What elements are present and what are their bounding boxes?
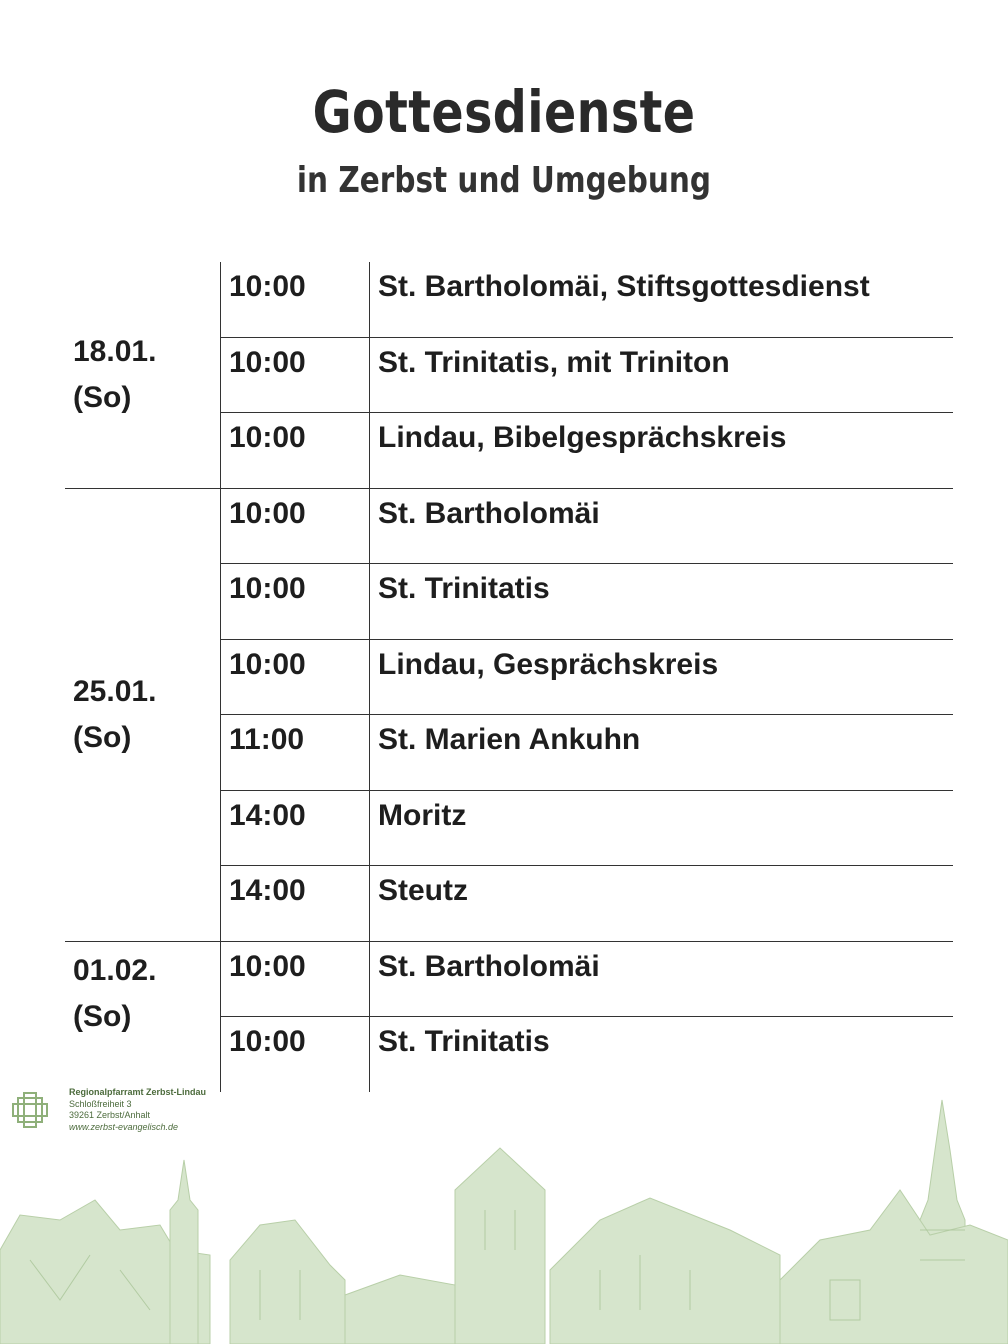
- weekday-label: (So): [73, 380, 132, 414]
- place-cell: St. Bartholomäi: [370, 941, 954, 1017]
- date-cell: [65, 941, 221, 1092]
- organization-name: Regionalpfarramt Zerbst-Lindau: [69, 1087, 207, 1097]
- place-cell: Moritz: [370, 790, 954, 866]
- time-cell: 10:00: [221, 413, 370, 489]
- page-title: Gottesdienste: [312, 78, 696, 146]
- weekday-label: (So): [73, 720, 132, 754]
- time-cell: 10:00: [221, 337, 370, 413]
- date-label: 01.02.: [73, 953, 157, 987]
- time-cell: 11:00: [221, 715, 370, 791]
- time-cell: 10:00: [221, 488, 370, 564]
- table-row: [65, 262, 953, 337]
- time-cell: 10:00: [221, 941, 370, 1017]
- cross-logo-icon: [12, 1092, 48, 1128]
- time-cell: 14:00: [221, 790, 370, 866]
- date-cell: [65, 488, 221, 941]
- table-row: [65, 941, 953, 1017]
- time-cell: 10:00: [221, 639, 370, 715]
- website-link[interactable]: www.zerbst-evangelisch.de: [69, 1121, 179, 1132]
- time-cell: 10:00: [221, 564, 370, 640]
- place-cell: Lindau, Bibelgesprächskreis: [370, 413, 954, 489]
- table-row: [65, 488, 953, 564]
- street-address: Schloßfreiheit 3: [69, 1098, 132, 1109]
- service-schedule-table: [65, 262, 953, 1092]
- time-cell: 14:00: [221, 866, 370, 942]
- date-cell: [65, 262, 221, 488]
- place-cell: St. Trinitatis: [370, 564, 954, 640]
- place-cell: Lindau, Gesprächskreis: [370, 639, 954, 715]
- date-label: 18.01.: [73, 334, 157, 368]
- place-cell: Steutz: [370, 866, 954, 942]
- page-subtitle: in Zerbst und Umgebung: [296, 160, 712, 201]
- city-address: 39261 Zerbst/Anhalt: [69, 1110, 151, 1120]
- time-cell: 10:00: [221, 262, 370, 337]
- place-cell: St. Bartholomäi: [370, 488, 954, 564]
- place-cell: St. Trinitatis: [370, 1017, 954, 1092]
- footer-address: [69, 1087, 206, 1133]
- place-cell: St. Trinitatis, mit Triniton: [370, 337, 954, 413]
- place-cell: St. Bartholomäi, Stiftsgottesdienst: [370, 262, 954, 337]
- place-cell: St. Marien Ankuhn: [370, 715, 954, 791]
- date-label: 25.01.: [73, 674, 157, 708]
- time-cell: 10:00: [221, 1017, 370, 1092]
- weekday-label: (So): [73, 999, 132, 1033]
